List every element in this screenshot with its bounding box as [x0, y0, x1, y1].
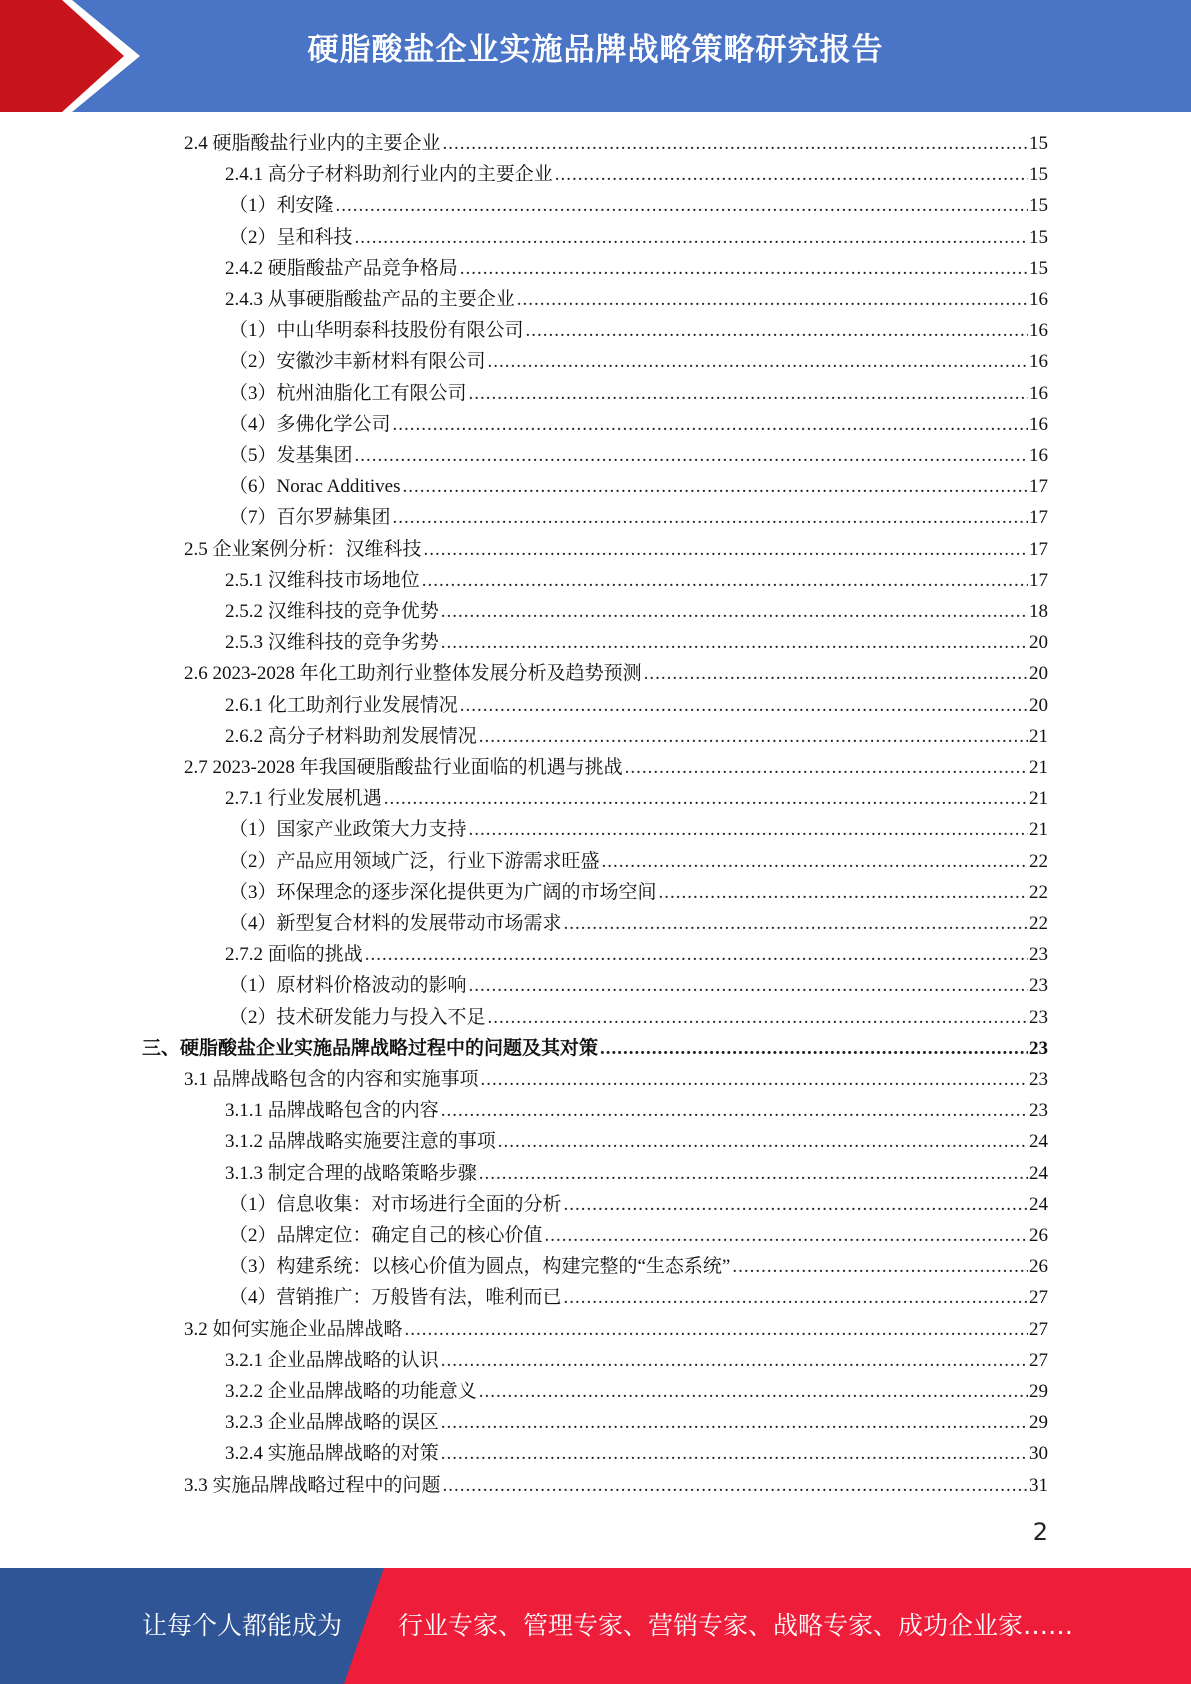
toc-dot-leader [498, 1126, 1028, 1157]
toc-entry[interactable] [229, 440, 1048, 471]
toc-dot-leader [545, 1220, 1028, 1251]
page-footer [0, 1568, 1191, 1684]
toc-entry-page: 23 [1029, 1007, 1048, 1028]
toc-dot-leader [384, 783, 1028, 814]
toc-entry[interactable] [225, 159, 1048, 190]
toc-entry-page: 17 [1029, 476, 1048, 497]
toc-entry-page: 16 [1029, 351, 1048, 372]
toc-entry-title: 2.7.1 行业发展机遇 [225, 788, 382, 809]
toc-entry[interactable] [225, 1376, 1048, 1407]
toc-entry-title: （2）产品应用领域广泛，行业下游需求旺盛 [229, 851, 600, 872]
toc-entry-page: 20 [1029, 632, 1048, 653]
toc-entry[interactable] [225, 1126, 1048, 1157]
toc-entry-page: 29 [1029, 1381, 1048, 1402]
toc-dot-leader [488, 346, 1028, 377]
toc-entry-title: （2）呈和科技 [229, 227, 353, 248]
page-number: 2 [1032, 1518, 1048, 1546]
toc-entry[interactable] [184, 658, 1048, 689]
toc-dot-leader [441, 1407, 1028, 1438]
toc-entry[interactable] [225, 1345, 1048, 1376]
toc-entry[interactable] [184, 128, 1048, 159]
toc-dot-leader [355, 440, 1028, 471]
toc-entry-title: 2.5.3 汉维科技的竞争劣势 [225, 632, 439, 653]
toc-entry-page: 18 [1029, 601, 1048, 622]
toc-entry[interactable] [229, 1282, 1048, 1313]
toc-entry[interactable] [229, 471, 1048, 502]
toc-entry-page: 23 [1029, 944, 1048, 965]
toc-dot-leader [393, 409, 1028, 440]
toc-entry[interactable] [229, 409, 1048, 440]
toc-entry[interactable] [142, 1033, 1048, 1064]
toc-entry[interactable] [229, 1002, 1048, 1033]
toc-dot-leader [460, 253, 1028, 284]
toc-entry[interactable] [225, 1158, 1048, 1189]
toc-entry-page: 30 [1029, 1443, 1048, 1464]
toc-entry-page: 31 [1029, 1475, 1048, 1496]
toc-entry-title: 2.5.2 汉维科技的竞争优势 [225, 601, 439, 622]
toc-entry[interactable] [229, 846, 1048, 877]
toc-dot-leader [479, 1376, 1028, 1407]
toc-entry-page: 26 [1029, 1225, 1048, 1246]
toc-entry[interactable] [184, 1470, 1048, 1501]
footer-slogan-right: 行业专家、管理专家、营销专家、战略专家、成功企业家…… [398, 1611, 1074, 1640]
toc-entry-page: 16 [1029, 320, 1048, 341]
toc-dot-leader [393, 502, 1028, 533]
toc-entry[interactable] [229, 970, 1048, 1001]
toc-entry-title: 3.2.2 企业品牌战略的功能意义 [225, 1381, 477, 1402]
toc-entry-title: （4）多佛化学公司 [229, 414, 391, 435]
toc-entry[interactable] [225, 596, 1048, 627]
toc-dot-leader [405, 1314, 1028, 1345]
toc-dot-leader [644, 658, 1028, 689]
toc-entry[interactable] [225, 1438, 1048, 1469]
toc-dot-leader [469, 814, 1028, 845]
toc-entry-title: 3.2.1 企业品牌战略的认识 [225, 1350, 439, 1371]
toc-entry-title: （5）发基集团 [229, 445, 353, 466]
toc-entry-title: 三、硬脂酸盐企业实施品牌战略过程中的问题及其对策 [142, 1038, 599, 1059]
toc-entry-page: 15 [1029, 133, 1048, 154]
toc-entry-title: 3.1.1 品牌战略包含的内容 [225, 1100, 439, 1121]
toc-dot-leader [443, 128, 1028, 159]
toc-entry-page: 23 [1029, 1038, 1048, 1059]
toc-entry-title: 3.3 实施品牌战略过程中的问题 [184, 1475, 441, 1496]
toc-entry[interactable] [225, 721, 1048, 752]
toc-entry[interactable] [229, 1220, 1048, 1251]
toc-entry-title: 2.5.1 汉维科技市场地位 [225, 570, 420, 591]
toc-entry-title: 2.7 2023-2028 年我国硬脂酸盐行业面临的机遇与挑战 [184, 757, 623, 778]
toc-dot-leader [600, 1033, 1028, 1064]
toc-entry-title: （7）百尔罗赫集团 [229, 507, 391, 528]
toc-dot-leader [479, 721, 1028, 752]
toc-entry-page: 16 [1029, 289, 1048, 310]
toc-entry[interactable] [225, 1407, 1048, 1438]
toc-entry-page: 24 [1029, 1131, 1048, 1152]
toc-entry-title: 2.6.1 化工助剂行业发展情况 [225, 695, 458, 716]
toc-entry-title: 3.2.4 实施品牌战略的对策 [225, 1443, 439, 1464]
toc-entry-page: 26 [1029, 1256, 1048, 1277]
page-header [0, 0, 1191, 112]
toc-dot-leader [441, 1095, 1028, 1126]
toc-entry-page: 22 [1029, 913, 1048, 934]
footer-slogan-left: 让每个人都能成为 [142, 1611, 343, 1640]
toc-entry-page: 24 [1029, 1163, 1048, 1184]
toc-entry-page: 21 [1029, 757, 1048, 778]
toc-entry-page: 27 [1029, 1350, 1048, 1371]
toc-entry-page: 23 [1029, 975, 1048, 996]
toc-entry[interactable] [229, 502, 1048, 533]
toc-dot-leader [481, 1064, 1028, 1095]
toc-entry-title: 3.2 如何实施企业品牌战略 [184, 1319, 403, 1340]
toc-entry-title: 2.4.3 从事硬脂酸盐产品的主要企业 [225, 289, 515, 310]
toc-dot-leader [460, 690, 1028, 721]
toc-dot-leader [441, 1438, 1028, 1469]
toc-entry-page: 27 [1029, 1319, 1048, 1340]
toc-entry[interactable] [225, 253, 1048, 284]
toc-entry[interactable] [229, 1189, 1048, 1220]
toc-entry-page: 22 [1029, 851, 1048, 872]
toc-entry-title: 3.1.3 制定合理的战略策略步骤 [225, 1163, 477, 1184]
toc-entry-page: 21 [1029, 819, 1048, 840]
toc-entry[interactable] [225, 627, 1048, 658]
toc-entry-title: （3）环保理念的逐步深化提供更为广阔的市场空间 [229, 882, 657, 903]
toc-dot-leader [602, 846, 1028, 877]
toc-entry[interactable] [229, 908, 1048, 939]
toc-entry[interactable] [229, 1251, 1048, 1282]
toc-dot-leader [441, 627, 1028, 658]
toc-dot-leader [517, 284, 1028, 315]
toc-dot-leader [441, 596, 1028, 627]
toc-entry-page: 21 [1029, 788, 1048, 809]
toc-dot-leader [469, 970, 1028, 1001]
toc-entry-title: （1）原材料价格波动的影响 [229, 975, 467, 996]
toc-entry-title: 3.2.3 企业品牌战略的误区 [225, 1412, 439, 1433]
toc-entry-page: 23 [1029, 1069, 1048, 1090]
toc-entry[interactable] [225, 690, 1048, 721]
toc-entry-title: （6）Norac Additives [229, 476, 401, 497]
toc-dot-leader [441, 1345, 1028, 1376]
document-title: 硬脂酸盐企业实施品牌战略策略研究报告 [307, 32, 884, 68]
toc-dot-leader [526, 315, 1028, 346]
toc-entry-page: 20 [1029, 695, 1048, 716]
toc-entry-page: 15 [1029, 164, 1048, 185]
toc-entry[interactable] [229, 190, 1048, 221]
toc-entry-title: 2.6.2 高分子材料助剂发展情况 [225, 726, 477, 747]
toc-entry-title: 2.4 硬脂酸盐行业内的主要企业 [184, 133, 441, 154]
toc-entry[interactable] [225, 565, 1048, 596]
toc-dot-leader [422, 565, 1028, 596]
toc-dot-leader [355, 222, 1028, 253]
toc-entry-title: （1）信息收集：对市场进行全面的分析 [229, 1194, 562, 1215]
toc-entry-title: （1）国家产业政策大力支持 [229, 819, 467, 840]
toc-dot-leader [336, 190, 1028, 221]
toc-entry-title: 2.6 2023-2028 年化工助剂行业整体发展分析及趋势预测 [184, 663, 642, 684]
toc-entry-title: （2）品牌定位：确定自己的核心价值 [229, 1225, 543, 1246]
toc-dot-leader [564, 1282, 1028, 1313]
toc-entry-page: 29 [1029, 1412, 1048, 1433]
toc-entry[interactable] [229, 346, 1048, 377]
toc-entry-title: 3.1 品牌战略包含的内容和实施事项 [184, 1069, 479, 1090]
toc-dot-leader [443, 1470, 1028, 1501]
toc-dot-leader [564, 908, 1028, 939]
toc-entry-title: 2.4.1 高分子材料助剂行业内的主要企业 [225, 164, 553, 185]
toc-entry-page: 27 [1029, 1287, 1048, 1308]
toc-entry-title: （2）技术研发能力与投入不足 [229, 1007, 486, 1028]
toc-entry-title: （1）中山华明泰科技股份有限公司 [229, 320, 524, 341]
toc-dot-leader [659, 877, 1028, 908]
toc-entry-page: 17 [1029, 539, 1048, 560]
toc-entry[interactable] [229, 877, 1048, 908]
toc-entry-title: （4）新型复合材料的发展带动市场需求 [229, 913, 562, 934]
toc-dot-leader [424, 534, 1028, 565]
toc-entry-title: 2.4.2 硬脂酸盐产品竞争格局 [225, 258, 458, 279]
toc-entry-page: 15 [1029, 195, 1048, 216]
toc-entry-title: 2.5 企业案例分析：汉维科技 [184, 539, 422, 560]
toc-entry[interactable] [225, 783, 1048, 814]
toc-entry[interactable] [225, 939, 1048, 970]
toc-dot-leader [732, 1251, 1028, 1282]
toc-entry-page: 15 [1029, 258, 1048, 279]
toc-entry-page: 15 [1029, 227, 1048, 248]
toc-entry-page: 16 [1029, 414, 1048, 435]
toc-dot-leader [564, 1189, 1028, 1220]
toc-entry-page: 20 [1029, 663, 1048, 684]
toc-entry-page: 17 [1029, 507, 1048, 528]
toc-entry[interactable] [229, 222, 1048, 253]
toc-entry[interactable] [184, 752, 1048, 783]
toc-entry-title: 3.1.2 品牌战略实施要注意的事项 [225, 1131, 496, 1152]
toc-entry-title: （3）构建系统：以核心价值为圆点，构建完整的“生态系统” [229, 1256, 731, 1277]
toc-entry[interactable] [184, 534, 1048, 565]
toc-entry-title: （1）利安隆 [229, 195, 334, 216]
toc-entry-page: 16 [1029, 383, 1048, 404]
toc-dot-leader [365, 939, 1028, 970]
toc-dot-leader [625, 752, 1028, 783]
toc-entry-title: （4）营销推广：万般皆有法，唯利而已 [229, 1287, 562, 1308]
toc-entry-title: 2.7.2 面临的挑战 [225, 944, 363, 965]
toc-entry[interactable] [229, 814, 1048, 845]
toc-entry-page: 24 [1029, 1194, 1048, 1215]
toc-dot-leader [403, 471, 1028, 502]
toc-entry[interactable] [225, 1095, 1048, 1126]
toc-entry-page: 21 [1029, 726, 1048, 747]
toc-dot-leader [488, 1002, 1028, 1033]
toc-entry-page: 23 [1029, 1100, 1048, 1121]
toc-entry-title: （3）杭州油脂化工有限公司 [229, 383, 467, 404]
toc-dot-leader [555, 159, 1028, 190]
toc-entry[interactable] [184, 1314, 1048, 1345]
toc-entry-title: （2）安徽沙丰新材料有限公司 [229, 351, 486, 372]
toc-entry[interactable] [225, 284, 1048, 315]
toc-entry[interactable] [229, 315, 1048, 346]
toc-entry-page: 17 [1029, 570, 1048, 591]
toc-dot-leader [479, 1158, 1028, 1189]
toc-entry[interactable] [229, 378, 1048, 409]
toc-dot-leader [469, 378, 1028, 409]
toc-entry[interactable] [184, 1064, 1048, 1095]
toc-entry-page: 22 [1029, 882, 1048, 903]
toc-entry-page: 16 [1029, 445, 1048, 466]
